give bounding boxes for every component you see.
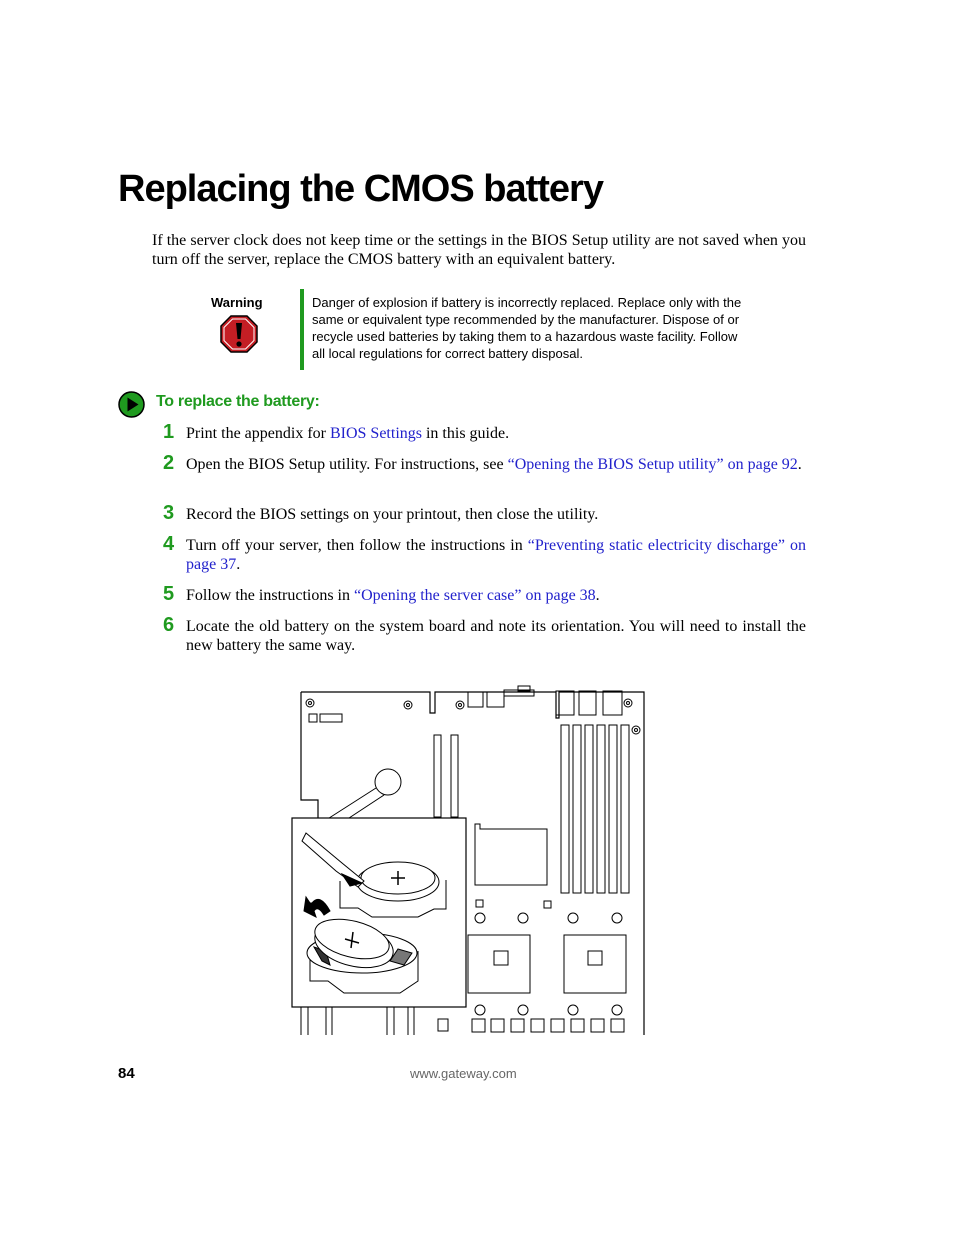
step-text-part: . <box>595 587 600 604</box>
play-arrow-icon <box>118 391 145 418</box>
warning-text: Danger of explosion if battery is incorrectly replaced. Replace only with the same or equivalent type recommended by the manufacturer. Dispose of or recycle used batteries by taking them to a hazardous waste facility. Follow all local regulations for correct battery disposal. <box>312 295 742 361</box>
link-opening-bios-setup[interactable]: “Opening the BIOS Setup utility” on page 92 <box>507 456 798 473</box>
step-text-part: . <box>236 556 241 573</box>
step-text <box>186 586 806 605</box>
step-text-part: Follow the instructions in <box>186 587 354 604</box>
step-text <box>186 424 806 443</box>
step-number: 3 <box>163 502 175 524</box>
step-text-part: Open the BIOS Setup utility. For instructions, see <box>186 456 508 473</box>
step-text-part: . <box>797 456 802 473</box>
step-text-part: Print the appendix for <box>186 425 330 442</box>
page-number: 84 <box>118 1065 135 1082</box>
link-bios-settings[interactable]: BIOS Settings <box>329 425 422 442</box>
step-number: 6 <box>163 614 175 636</box>
step-text-part: Turn off your server, then follow the instructions in <box>186 537 528 554</box>
step-text <box>186 536 806 574</box>
warning-divider <box>300 289 304 370</box>
warning-octagon-icon <box>220 315 258 353</box>
system-board-battery-illustration <box>290 685 648 1037</box>
step-text <box>186 455 806 474</box>
link-opening-server-case[interactable]: “Opening the server case” on page 38 <box>354 587 596 604</box>
procedure-title: To replace the battery: <box>156 393 320 410</box>
intro-paragraph: If the server clock does not keep time or the settings in the BIOS Setup utility are not saved when you turn off the server, replace the CMOS battery with an equivalent battery. <box>152 232 806 268</box>
step-number: 5 <box>163 583 175 605</box>
step-text-part: Locate the old battery on the system board and note its orientation. You will need to install the new battery the same way. <box>186 618 806 654</box>
step-text-part: in this guide. <box>421 425 510 442</box>
step-number: 2 <box>163 452 175 474</box>
step-text <box>186 617 806 655</box>
step-text-part: Record the BIOS settings on your printout, then close the utility. <box>186 506 599 523</box>
warning-label: Warning <box>211 295 263 310</box>
page-title: Replacing the CMOS battery <box>118 168 603 210</box>
step-number: 1 <box>163 421 175 443</box>
step-text <box>186 505 806 524</box>
link-preventing-static[interactable]: “Preventing static electricity discharge” on page 37 <box>186 537 807 573</box>
footer-url[interactable]: www.gateway.com <box>410 1066 517 1081</box>
step-number: 4 <box>163 533 175 555</box>
